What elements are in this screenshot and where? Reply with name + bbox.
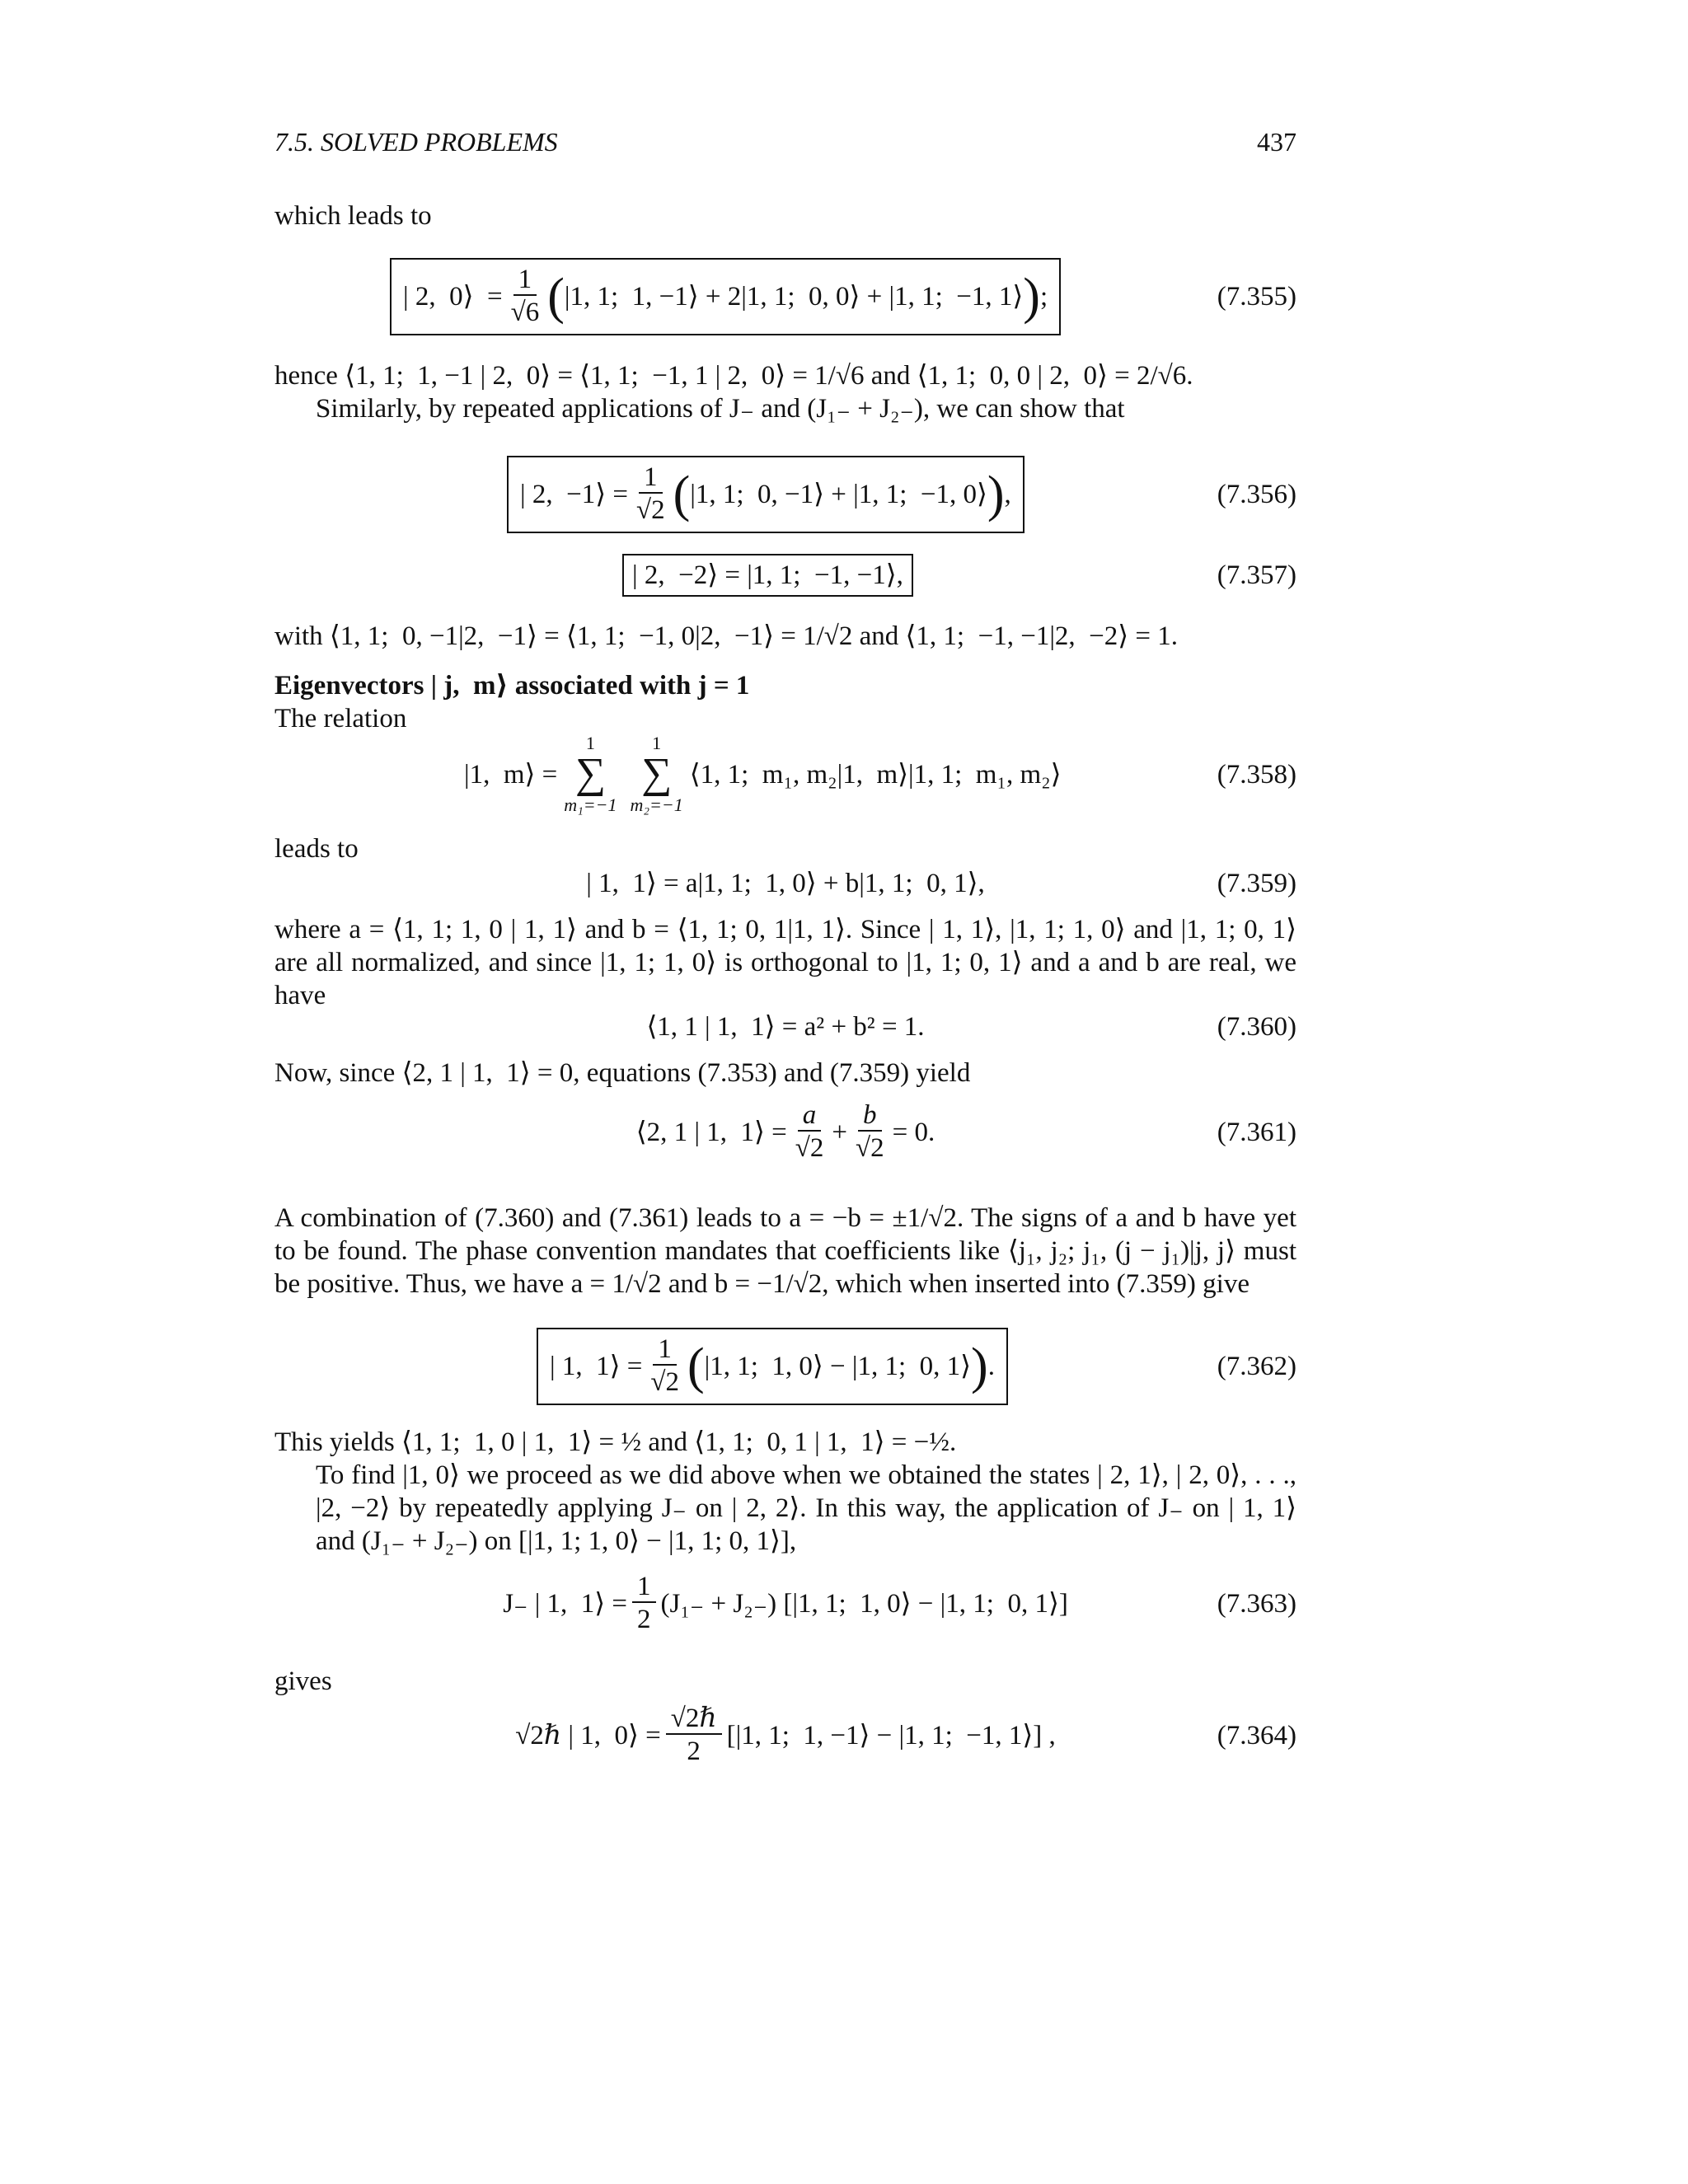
boxed-equation: | 2, 0⟩ = $\frac{1}{√6}$ ( |1, 1; 1, −1⟩ + 2|1, 1; 0, 0⟩ + |1, 1; −1, 1⟩ ) ; [390, 258, 1061, 335]
paragraph: where a = ⟨1, 1; 1, 0 | 1, 1⟩ and b = ⟨1, 1; 0, 1|1, 1⟩. Since | 1, 1⟩, |1, 1; 1, 0⟩ and |1, 1; 0, 1⟩ are all normalized, and since |1, 1; 1, 0⟩ is orthogonal to |1, 1; 0, 1⟩ and a and b are real, we have [274, 915, 1296, 1010]
fraction [666, 1704, 722, 1768]
paragraph: The relation [274, 704, 407, 733]
eq-body: |1, 1; 0, −1⟩ + |1, 1; −1, 0⟩ [690, 480, 987, 509]
fraction [633, 462, 668, 527]
eq-lhs: J₋ | 1, 1⟩ = [503, 1589, 628, 1619]
eq-lhs: √2ℏ | 1, 0⟩ = [515, 1721, 661, 1750]
equation-7-359 [274, 865, 1296, 902]
fraction [632, 1572, 656, 1636]
equation-number: (7.359) [1217, 869, 1296, 898]
denominator: √6 [510, 298, 540, 327]
numerator: b [858, 1100, 882, 1132]
sum-upper-limit: 1 [652, 733, 662, 753]
eq-tail: . [987, 1352, 995, 1381]
sum-lower-limit: m₂=−1 [630, 794, 683, 815]
equation-number: (7.363) [1217, 1589, 1296, 1619]
boxed-equation [622, 554, 913, 597]
equation-number: (7.362) [1217, 1352, 1296, 1381]
paragraph: This yields ⟨1, 1; 1, 0 | 1, 1⟩ = ½ and ⟨1, 1; 0, 1 | 1, 1⟩ = −½. [274, 1427, 957, 1457]
denominator: 2 [687, 1736, 701, 1766]
paragraph: which leads to [274, 201, 432, 231]
sum-upper-limit: 1 [585, 733, 595, 753]
equation-7-357 [274, 552, 1296, 598]
summation: 1 ∑ m₁=−1 [564, 733, 617, 815]
equation-number: (7.360) [1217, 1012, 1296, 1042]
eq-body: | 2, −2⟩ = |1, 1; −1, −1⟩, [632, 560, 903, 590]
paragraph: hence ⟨1, 1; 1, −1 | 2, 0⟩ = ⟨1, 1; −1, 1 | 2, 0⟩ = 1/√6 and ⟨1, 1; 0, 0 | 2, 0⟩ = 2/√6. [274, 361, 1193, 391]
eq-body: |1, 1; 1, −1⟩ + 2|1, 1; 0, 0⟩ + |1, 1; −1, 1⟩ [564, 282, 1024, 312]
equation-number: (7.364) [1217, 1721, 1296, 1750]
eq-body: |1, 1; 1, 0⟩ − |1, 1; 0, 1⟩ [704, 1352, 972, 1381]
paragraph: with ⟨1, 1; 0, −1|2, −1⟩ = ⟨1, 1; −1, 0|2, −1⟩ = 1/√2 and ⟨1, 1; −1, −1|2, −2⟩ = 1. [274, 621, 1179, 651]
equation-7-363 [274, 1563, 1296, 1645]
paragraph: Now, since ⟨2, 1 | 1, 1⟩ = 0, equations (7.353) and (7.359) yield [274, 1058, 971, 1088]
numerator: 1 [653, 1334, 677, 1366]
plus-sign: + [832, 1118, 847, 1147]
boxed-equation: | 1, 1⟩ = $\frac{1}{√2}$ ( |1, 1; 1, 0⟩ − |1, 1; 0, 1⟩ ) . [537, 1328, 1008, 1405]
page-number: 437 [1257, 127, 1296, 157]
numerator: a [798, 1100, 822, 1132]
denominator: 2 [637, 1605, 651, 1634]
equation-number: (7.357) [1217, 560, 1296, 590]
numerator: √2ℏ [666, 1704, 722, 1735]
paragraph: Similarly, by repeated applications of J₋ and (J₁₋ + J₂₋), we can show that [316, 394, 1125, 424]
eq-body: ⟨1, 1; m₁, m₂|1, m⟩|1, 1; m₁, m₂⟩ [689, 760, 1062, 790]
denominator: √2 [795, 1133, 824, 1163]
eq-lhs: ⟨2, 1 | 1, 1⟩ = [635, 1118, 787, 1147]
sum-lower-limit: m₁=−1 [564, 794, 617, 815]
equation-number: (7.361) [1217, 1118, 1296, 1147]
subsection-heading: Eigenvectors | j, m⟩ associated with j = 1 [274, 671, 750, 701]
eq-lhs: | 1, 1⟩ = [550, 1352, 643, 1381]
numerator: 1 [632, 1572, 656, 1603]
eq-body: [|1, 1; 1, −1⟩ − |1, 1; −1, 1⟩] , [726, 1721, 1056, 1750]
eq-lhs: | 2, 0⟩ = [403, 282, 503, 312]
paragraph: To find |1, 0⟩ we proceed as we did above when we obtained the states | 2, 1⟩, | 2, 0⟩, . . ., |2, −2⟩ by repeatedly applying J₋ on | 2, 2⟩. In this way, the application of J₋ on | 1, 1⟩ and (J₁₋ + J₂₋) on [|1, 1; 1, 0⟩ − |1, 1; 0, 1⟩], [316, 1460, 1296, 1556]
equation-7-356 [274, 452, 1296, 537]
eq-tail: ; [1039, 282, 1048, 312]
numerator: 1 [639, 462, 663, 494]
paragraph: A combination of (7.360) and (7.361) leads to a = −b = ±1/√2. The signs of a and b have yet to be found. The phase convention mandates that coefficients like ⟨j₁, j₂; j₁, (j − j₁)|j, j⟩ must be positive. Thus, we have a = 1/√2 and b = −1/√2, which when inserted into (7.359) give [274, 1203, 1296, 1299]
equation-7-358 [274, 725, 1296, 824]
fraction [508, 265, 543, 329]
equation-7-362 [274, 1324, 1296, 1409]
eq-tail: = 0. [892, 1118, 935, 1147]
summation: 1 ∑ m₂=−1 [630, 733, 683, 815]
numerator: 1 [513, 265, 537, 296]
fraction [647, 1334, 682, 1399]
eq-lhs: |1, m⟩ = [464, 760, 558, 790]
fraction [792, 1100, 828, 1165]
equation-number: (7.356) [1217, 480, 1296, 509]
equation-number: (7.358) [1217, 760, 1296, 790]
denominator: √2 [855, 1133, 884, 1163]
denominator: √2 [650, 1367, 679, 1397]
equation-7-355 [274, 254, 1296, 340]
paragraph: gives [274, 1666, 332, 1696]
eq-lhs: | 2, −1⟩ = [520, 480, 628, 509]
boxed-equation: | 2, −1⟩ = $\frac{1}{√2}$ ( |1, 1; 0, −1⟩ + |1, 1; −1, 0⟩ ) , [507, 456, 1025, 533]
eq-body: (J₁₋ + J₂₋) [|1, 1; 1, 0⟩ − |1, 1; 0, 1⟩] [660, 1589, 1068, 1619]
section-title: 7.5. SOLVED PROBLEMS [274, 127, 558, 157]
equation-7-361 [274, 1091, 1296, 1174]
fraction [852, 1100, 888, 1165]
eq-tail: , [1004, 480, 1011, 509]
running-header [274, 125, 1296, 162]
equation-7-364 [274, 1694, 1296, 1777]
equation-7-360 [274, 1009, 1296, 1045]
eq-body: | 1, 1⟩ = a|1, 1; 1, 0⟩ + b|1, 1; 0, 1⟩, [586, 869, 985, 898]
equation-number: (7.355) [1217, 282, 1296, 312]
paragraph: leads to [274, 834, 359, 864]
eq-body: ⟨1, 1 | 1, 1⟩ = a² + b² = 1. [646, 1012, 925, 1042]
denominator: √2 [635, 495, 665, 525]
